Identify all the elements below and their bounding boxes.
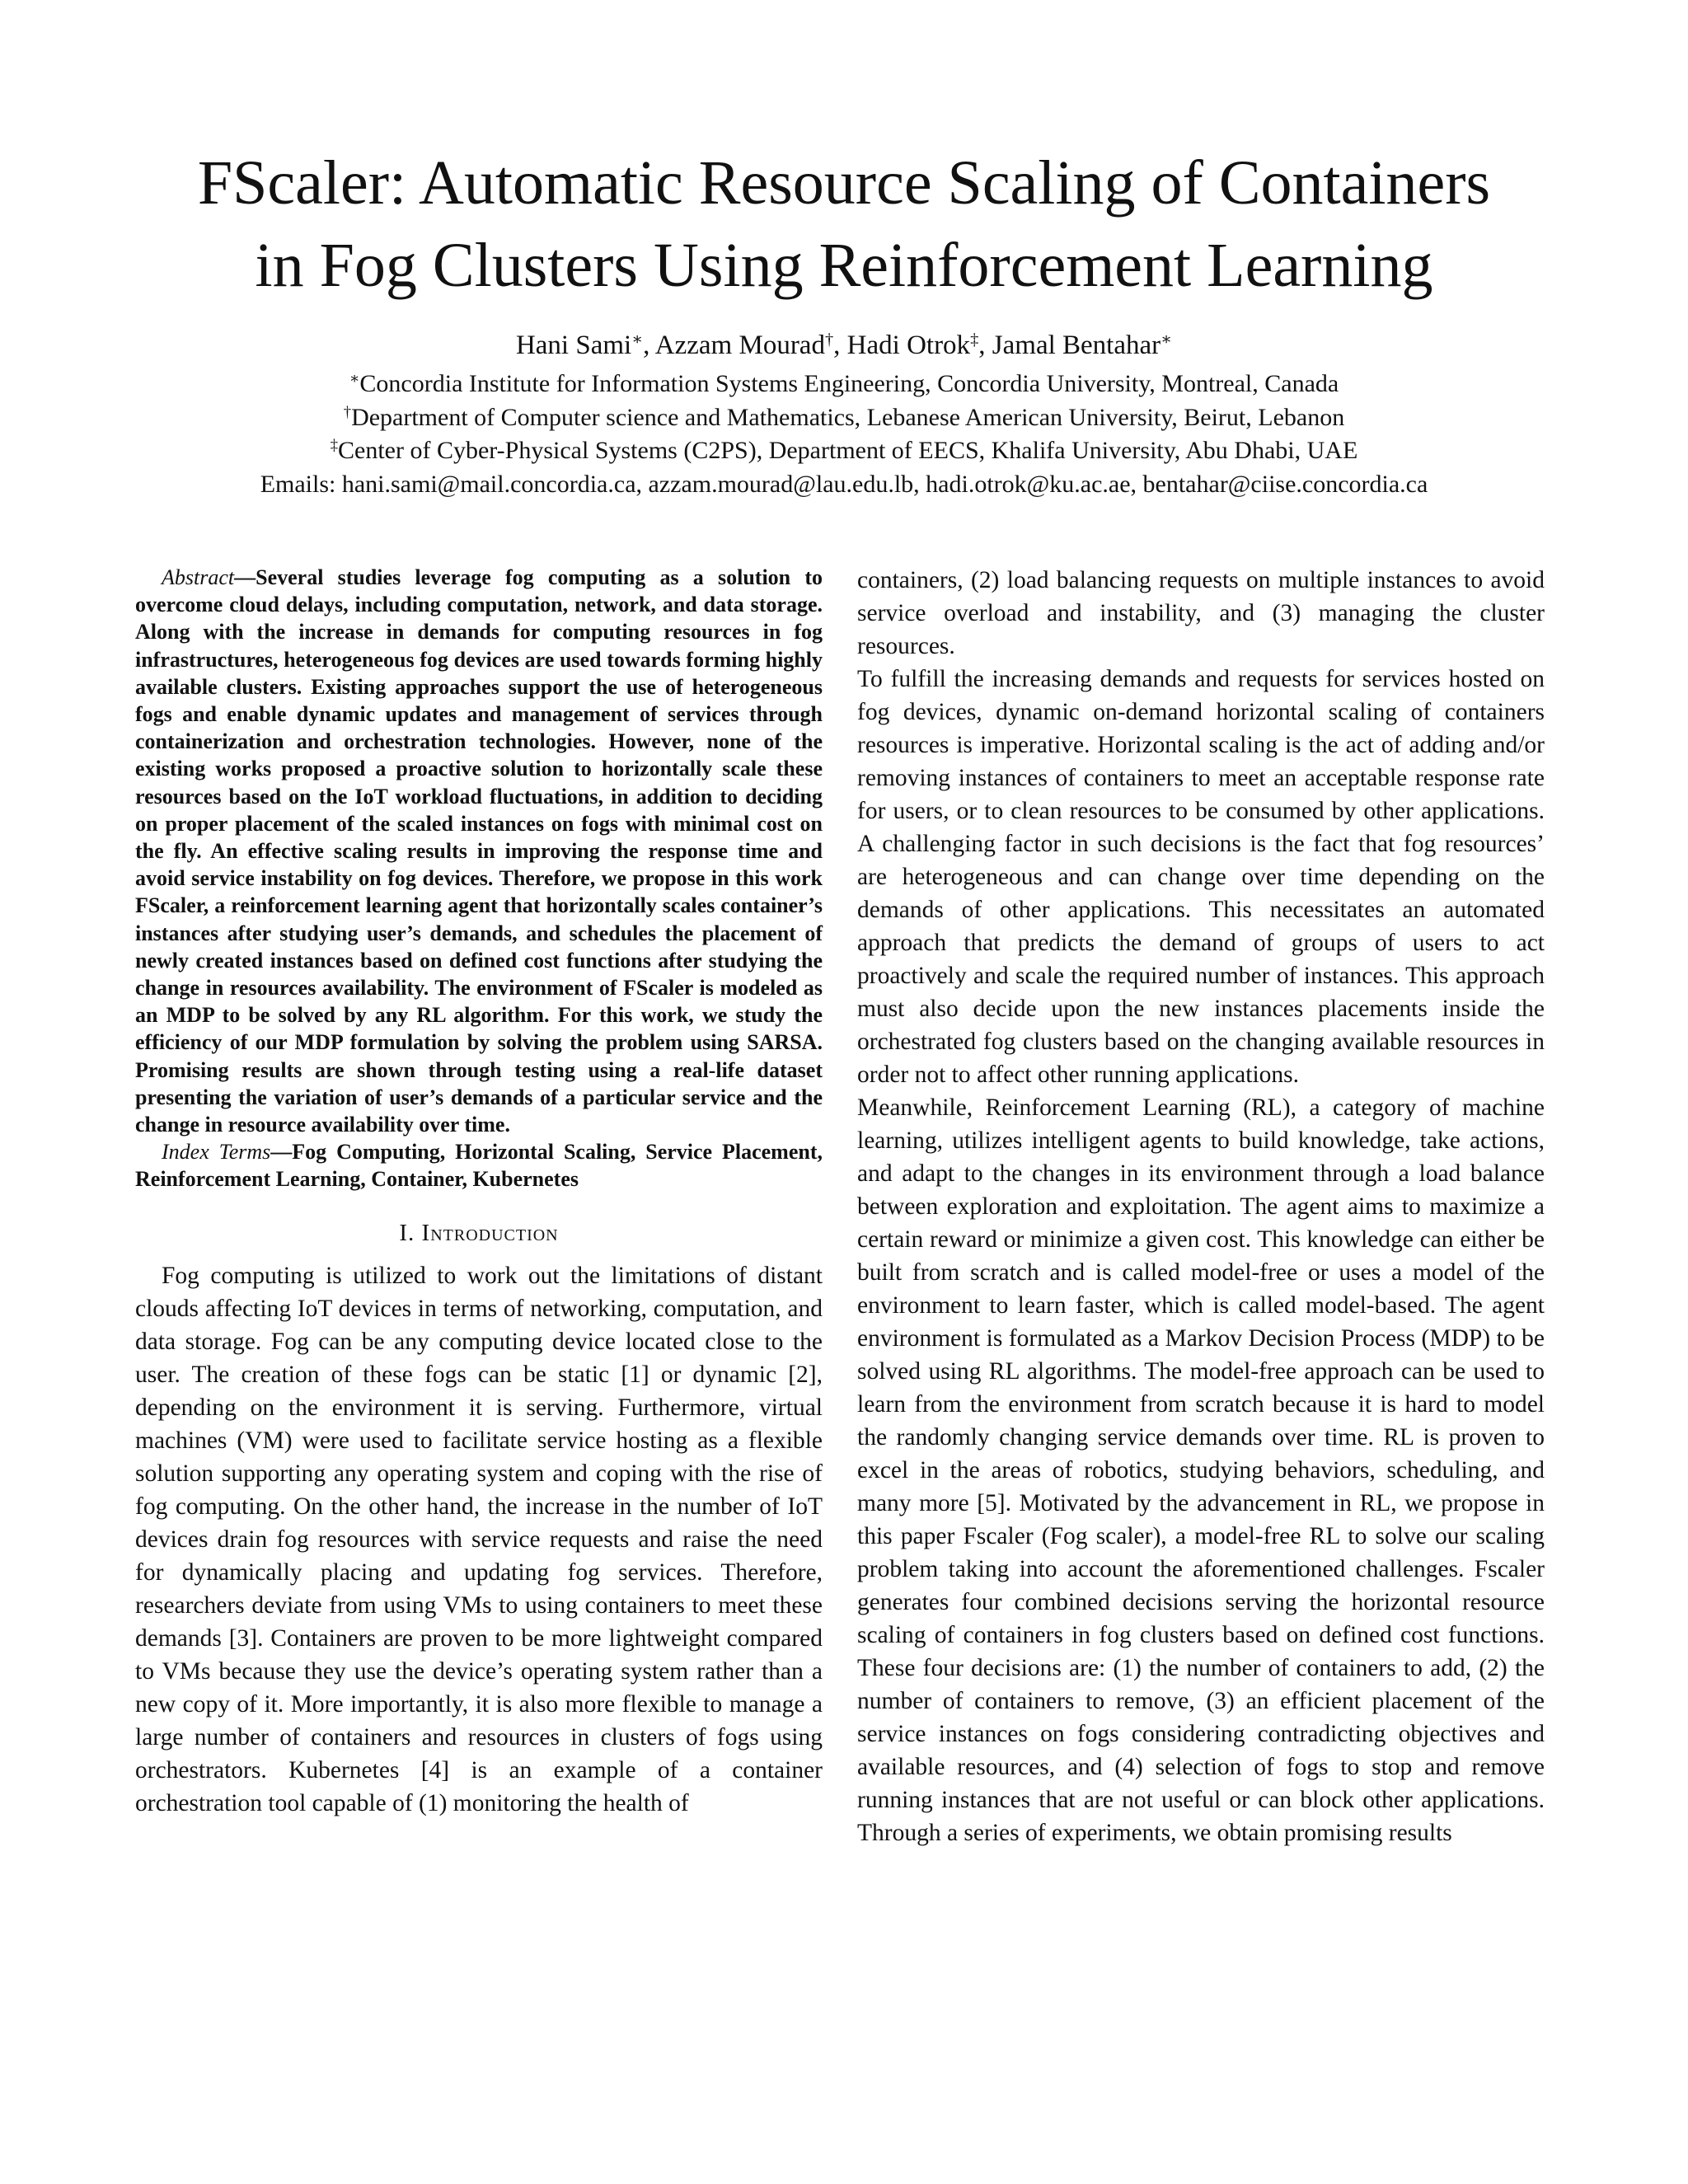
affiliation-text: Concordia Institute for Information Systems Engineering, Concordia University, Montreal, Canada <box>359 370 1339 397</box>
paper-title <box>82 142 1606 307</box>
right-column <box>857 564 1545 1849</box>
abstract-label: Abstract <box>162 565 235 589</box>
affiliation-text: Department of Computer science and Mathematics, Lebanese American University, Beirut, Lebanon <box>351 403 1345 431</box>
abstract <box>135 564 823 1138</box>
affiliation <box>82 434 1606 468</box>
affiliation <box>82 368 1606 401</box>
title-line-1: FScaler: Automatic Resource Scaling of Containers <box>197 148 1491 218</box>
affiliation-mark: ∗ <box>349 369 360 387</box>
author-name: Azzam Mourad <box>654 330 825 360</box>
author-list <box>82 328 1606 363</box>
affiliation-text: Center of Cyber-Physical Systems (C2PS), Department of EECS, Khalifa University, Abu Dhabi, UAE <box>338 437 1358 464</box>
body-paragraph: To fulfill the increasing demands and requests for services hosted on fog devices, dynamic on-demand horizontal scaling of containers resources is imperative. Horizontal scaling is the act of adding and/or removing instances of containers to meet an acceptable response rate for users, or to clean resources to be consumed by other applications. A challenging factor in such decisions is the fact that fog resources’ are heterogeneous and can change over time depending on the demands of other applications. This necessitates an automated approach that predicts the demand of groups of users to act proactively and scale the required number of instances. This approach must also decide upon the new instances placements inside the orchestrated fog clusters based on the changing available resources in order not to affect other running applications. <box>857 666 1545 1088</box>
index-terms-label: Index Terms <box>162 1140 271 1165</box>
title-line-2: in Fog Clusters Using Reinforcement Learning <box>255 231 1433 300</box>
author-separator: , <box>833 330 847 360</box>
author-name: Jamal Bentahar <box>992 330 1161 360</box>
index-terms <box>135 1138 823 1193</box>
affiliation <box>82 401 1606 435</box>
left-column <box>135 564 823 1820</box>
affiliations <box>82 368 1606 501</box>
affiliation-mark: ‡ <box>330 436 338 454</box>
author-name: Hadi Otrok <box>846 330 971 360</box>
author-separator: , <box>978 330 992 360</box>
section-heading-introduction: I. Introduction <box>399 1219 559 1246</box>
author-name: Hani Sami <box>515 330 632 360</box>
body-paragraph: Meanwhile, Reinforcement Learning (RL), a category of machine learning, utilizes intelligent agents to build knowledge, take actions, and adapt to the changes in its environment through a load balance between exploration and exploitation. The agent aims to maximize a certain reward or minimize a given cost. This knowledge can either be built from scratch and is called model-free or uses a model of the environment to learn faster, which is called model-based. The agent environment is formulated as a Markov Decision Process (MDP) to be solved using RL algorithms. The model-free approach can be used to learn from the environment from scratch because it is hard to model the randomly changing service demands over time. RL is proven to excel in the areas of robotics, studying behaviors, scheduling, and many more [5]. Motivated by the advancement in RL, we propose in this paper Fscaler (Fog scaler), a model-free RL to solve our scaling problem taking into account the aforementioned challenges. Fscaler generates four combined decisions serving the horizontal resource scaling of containers in fog clusters based on defined cost functions. These four decisions are: (1) the number of containers to add, (2) the number of containers to remove, (3) an efficient placement of the service instances on fogs considering contradicting objectives and available resources, and (4) selection of fogs to stop and remove running instances that are not useful or can block other applications. Through a series of experiments, we obtain promising results <box>857 1094 1545 1846</box>
abstract-text: —Several studies leverage fog computing as a solution to overcome cloud delays, including computation, network, and data storage. Along with the increase in demands for computing resources in fog infrastructures, heterogeneous fog devices are used towards forming highly available clusters. Existing approaches support the use of heterogeneous fogs and enable dynamic updates and management of services through containerization and orchestration technologies. However, none of the existing works proposed a proactive solution to horizontally scale these resources based on the IoT workload fluctuations, in addition to deciding on proper placement of the scaled instances on fogs with minimal cost on the fly. An effective scaling results in improving the response time and avoid service instability on fog devices. Therefore, we propose in this work FScaler, a reinforcement learning agent that horizontally scales container’s instances after studying user’s demands, and schedules the placement of newly created instances based on defined cost functions after studying the change in resources availability. The environment of FScaler is modeled as an MDP to be solved by any RL algorithm. For this work, we study the efficiency of our MDP formulation by solving the problem using SARSA. Promising results are shown through testing using a real-life dataset presenting the variation of user’s demands of a particular service and the change in resource availability over time. <box>135 565 823 1137</box>
author-mark: ∗ <box>1160 330 1173 349</box>
index-terms-text: —Fog Computing, Horizontal Scaling, Service Placement, Reinforcement Learning, Container, Kubernetes <box>135 1140 823 1192</box>
author-separator: , <box>643 330 655 360</box>
intro-paragraph: Fog computing is utilized to work out the limitations of distant clouds affecting IoT devices in terms of networking, computation, and data storage. Fog can be any computing device located close to the user. The creation of these fogs can be static [1] or dynamic [2], depending on the environment it is serving. Furthermore, virtual machines (VM) were used to facilitate service hosting as a flexible solution supporting any operating system and coping with the rise of fog computing. On the other hand, the increase in the number of IoT devices drain fog resources with service requests and raise the need for dynamically placing and updating fog services. Therefore, researchers deviate from using VMs to using containers to meet these demands [3]. Containers are proven to be more lightweight compared to VMs because they use the device’s operating system rather than a new copy of it. More importantly, it is also more flexible to manage a large number of containers and resources in clusters of fogs using orchestrators. Kubernetes [4] is an example of a container orchestration tool capable of (1) monitoring the health of <box>135 1262 823 1816</box>
author-mark: † <box>824 330 834 349</box>
author-mark: ∗ <box>631 330 644 349</box>
emails: Emails: hani.sami@mail.concordia.ca, azzam.mourad@lau.edu.lb, hadi.otrok@ku.ac.ae, bentahar@ciise.concordia.ca <box>260 470 1428 498</box>
author-mark: ‡ <box>970 330 979 349</box>
affiliation-mark: † <box>343 403 352 421</box>
body-paragraph: containers, (2) load balancing requests on multiple instances to avoid service overload and instability, and (3) managing the cluster resources. <box>857 567 1545 659</box>
